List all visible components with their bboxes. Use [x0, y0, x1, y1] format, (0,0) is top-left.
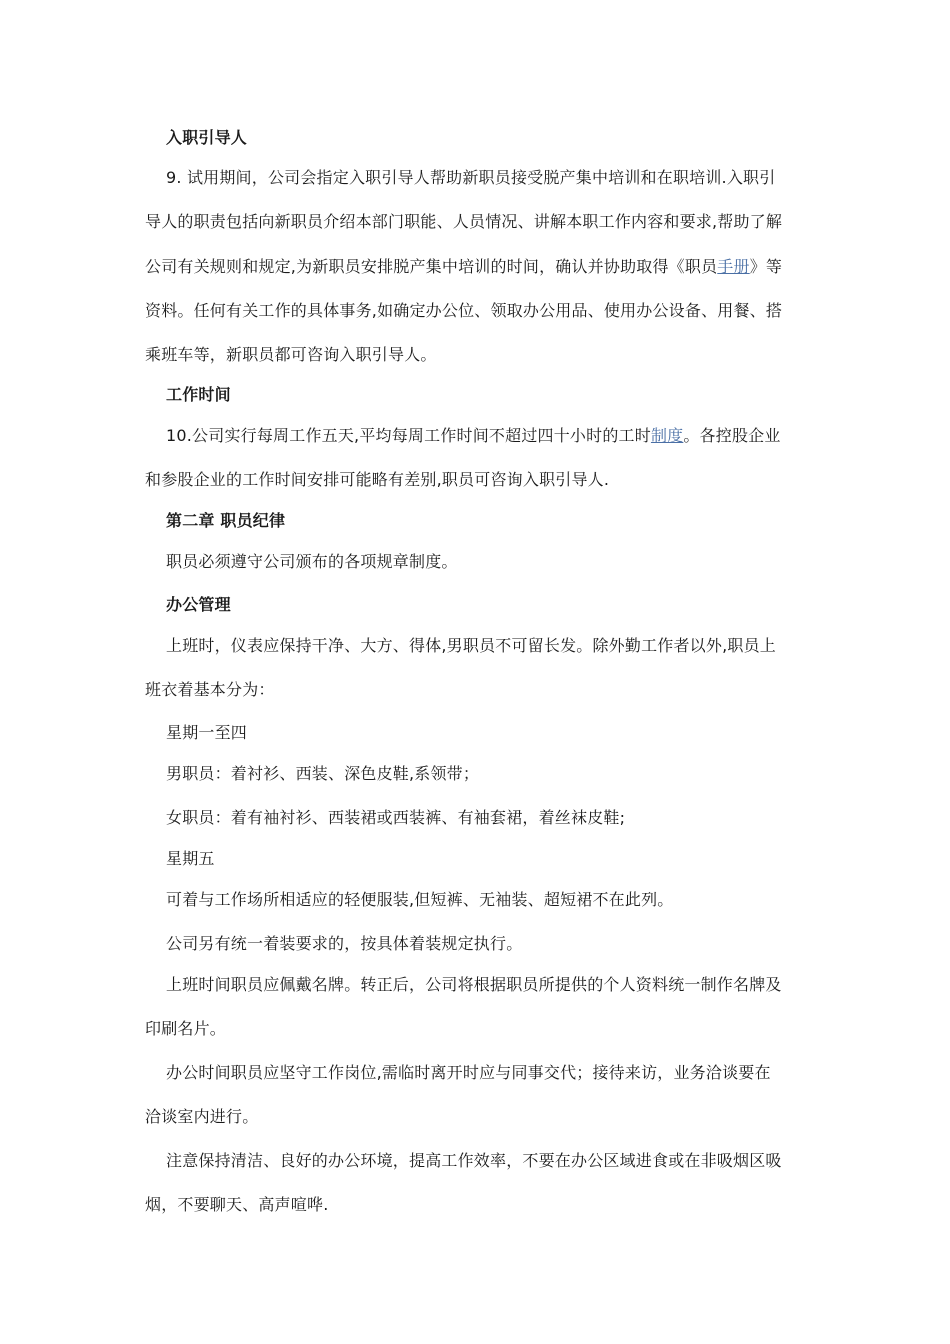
item-friday: 星期五	[166, 849, 215, 868]
heading-onboarding-guide: 入职引导人	[166, 128, 248, 147]
para-9-line-3-text-a: 公司有关规则和规定,为新职员安排脱产集中培训的时间，确认并协助取得《职员	[145, 257, 718, 276]
item-casual-dress: 可着与工作场所相适应的轻便服装,但短裤、无袖装、超短裙不在此列。	[166, 890, 674, 909]
para-10-line-1-text-a: 10.公司实行每周工作五天,平均每周工作时间不超过四十小时的工时	[166, 426, 651, 445]
para-env-line-2: 烟，不要聊天、高声喧哗.	[145, 1195, 329, 1214]
para-9-line-4: 资料。任何有关工作的具体事务,如确定办公位、领取办公用品、使用办公设备、用餐、搭	[145, 301, 783, 320]
system-link[interactable]: 制度	[650, 426, 684, 445]
item-male-dress: 男职员：着衬衫、西装、深色皮鞋,系领带；	[166, 764, 480, 783]
handbook-link[interactable]: 手册	[717, 257, 750, 276]
para-post-line-1: 办公时间职员应坚守工作岗位,需临时离开时应与同事交代；接待来访，业务洽谈要在	[166, 1063, 771, 1082]
heading-chapter-2: 第二章 职员纪律	[166, 511, 286, 530]
para-9-line-2: 导人的职责包括向新职员介绍本部门职能、人员情况、讲解本职工作内容和要求,帮助了解	[145, 212, 783, 231]
para-9-line-5: 乘班车等，新职员都可咨询入职引导人。	[145, 345, 437, 364]
para-discipline: 职员必须遵守公司颁布的各项规章制度。	[166, 552, 458, 571]
para-10-line-1	[166, 424, 781, 448]
heading-office-management: 办公管理	[166, 595, 231, 614]
heading-working-hours: 工作时间	[166, 385, 231, 404]
para-9-line-3-text-b: 》等	[749, 257, 783, 276]
item-female-dress: 女职员：着有袖衬衫、西装裙或西装裤、有袖套裙，着丝袜皮鞋;	[166, 808, 626, 827]
para-badge-line-1: 上班时间职员应佩戴名牌。转正后，公司将根据职员所提供的个人资料统一制作名牌及	[166, 975, 782, 994]
item-uniform-rule: 公司另有统一着装要求的，按具体着装规定执行。	[166, 934, 523, 953]
para-env-line-1: 注意保持清洁、良好的办公环境，提高工作效率，不要在办公区域进食或在非吸烟区吸	[166, 1151, 782, 1170]
para-badge-line-2: 印刷名片。	[145, 1019, 227, 1038]
para-office-line-1: 上班时，仪表应保持干净、大方、得体,男职员不可留长发。除外勤工作者以外,职员上	[166, 636, 776, 655]
para-post-line-2: 洽谈室内进行。	[145, 1107, 259, 1126]
para-9-line-1: 9. 试用期间，公司会指定入职引导人帮助新职员接受脱产集中培训和在职培训.入职引	[166, 168, 776, 187]
para-10-line-1-text-b: 。各控股企业	[683, 426, 781, 445]
para-9-line-3	[145, 255, 782, 279]
item-mon-thu: 星期一至四	[166, 723, 248, 742]
para-office-line-2: 班衣着基本分为：	[145, 680, 275, 699]
para-10-line-2: 和参股企业的工作时间安排可能略有差别,职员可咨询入职引导人.	[145, 470, 610, 489]
